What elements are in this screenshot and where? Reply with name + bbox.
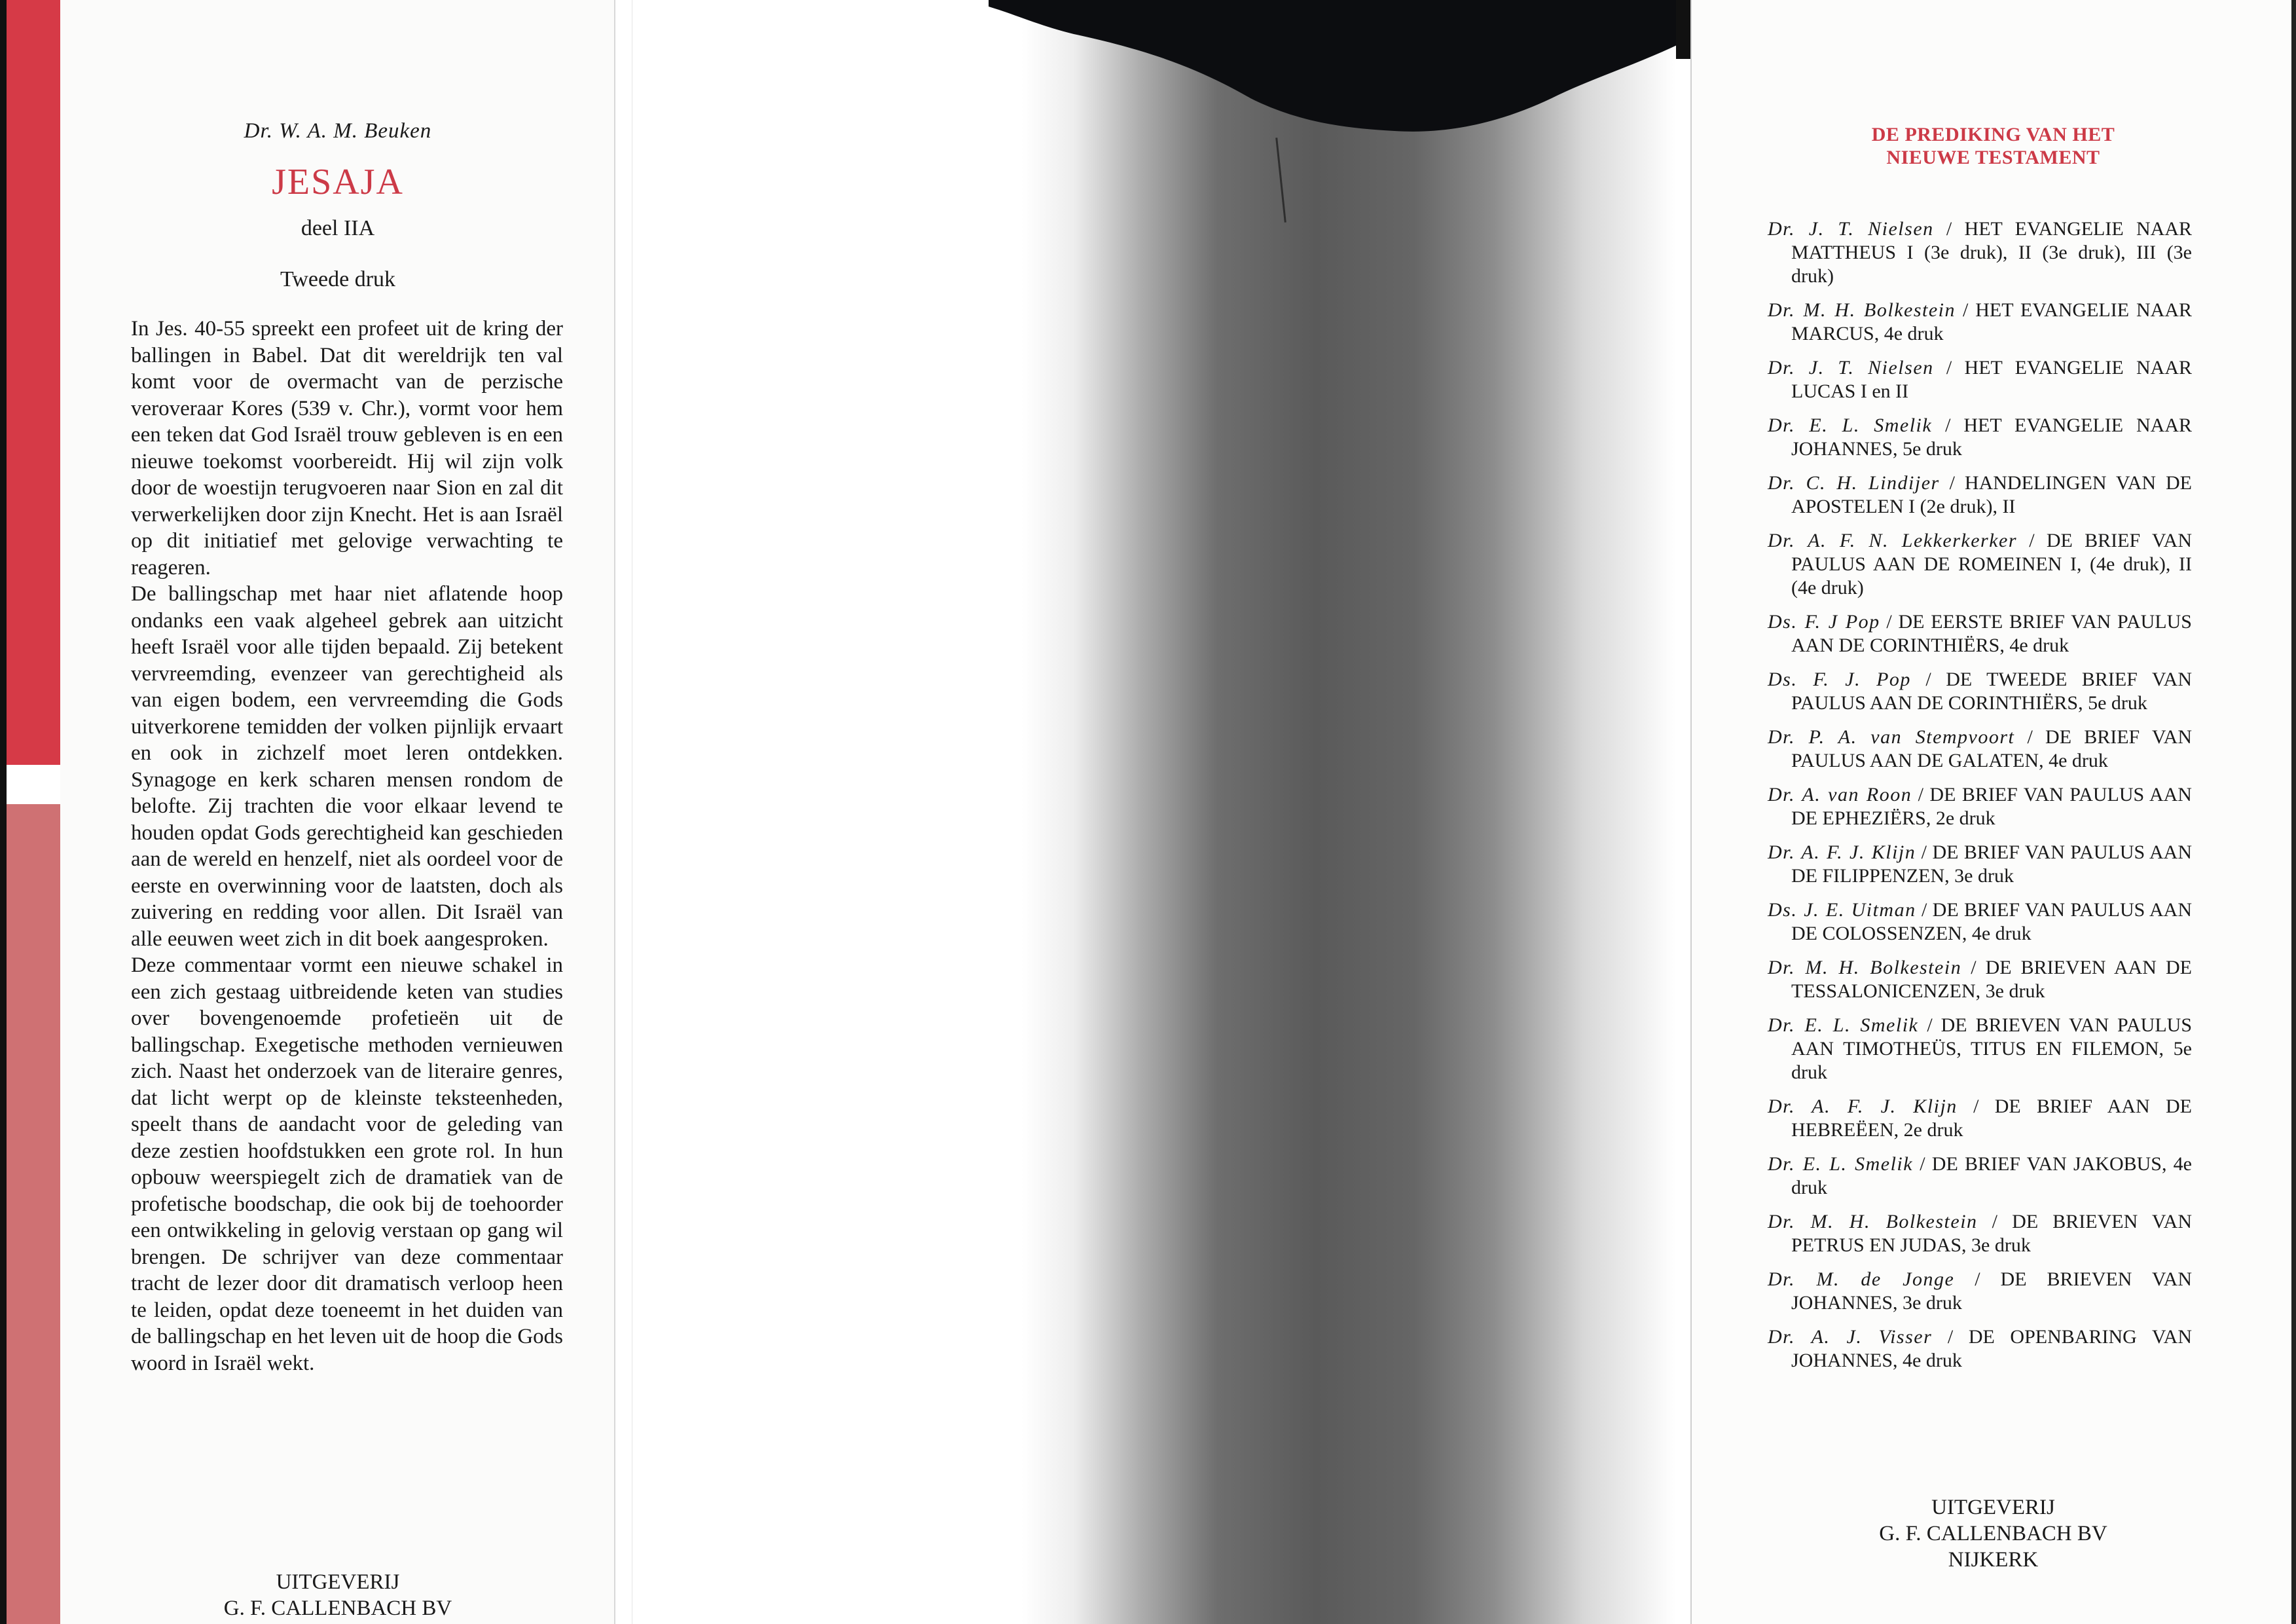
entry-title: / DE BRIEVEN AAN DE TESSALONICENZEN, 3e druk bbox=[1791, 957, 2192, 1002]
right-edge bbox=[2291, 0, 2296, 1624]
blurb-text bbox=[131, 316, 563, 1376]
entry-title: / HET EVANGELIE NAAR MATTHEUS I (3e druk), II (3e druk), III (3e druk) bbox=[1791, 218, 2192, 287]
series-title-line: DE PREDIKING VAN HET bbox=[1871, 124, 2115, 145]
entry-author: Dr. E. L. Smelik bbox=[1768, 415, 1933, 436]
series-entry bbox=[1768, 726, 2192, 773]
red-strip bbox=[0, 0, 60, 765]
series-entry bbox=[1768, 1268, 2192, 1315]
series-entry bbox=[1768, 1153, 2192, 1200]
rose-strip bbox=[0, 804, 60, 1624]
entry-title: / HET EVANGELIE NAAR JOHANNES, 5e druk bbox=[1791, 415, 2192, 460]
series-entry bbox=[1768, 217, 2192, 288]
entry-title: / HET EVANGELIE NAAR LUCAS I en II bbox=[1791, 357, 2192, 402]
spine-top-opening bbox=[989, 0, 1689, 134]
series-entry bbox=[1768, 610, 2192, 657]
fold-line bbox=[1690, 0, 1692, 1624]
publisher-label: UITGEVERIJ bbox=[1931, 1496, 2055, 1519]
series-title bbox=[1690, 123, 2296, 169]
entry-title: / DE BRIEF VAN PAULUS AAN DE FILIPPENZEN, 3e druk bbox=[1791, 841, 2192, 887]
series-entry bbox=[1768, 1014, 2192, 1084]
series-entry bbox=[1768, 783, 2192, 830]
book-title: JESAJA bbox=[272, 162, 404, 202]
entry-author: Dr. M. H. Bolkestein bbox=[1768, 299, 1956, 321]
entry-author: Dr. A. van Roon bbox=[1768, 784, 1912, 805]
publisher-name: G. F. CALLENBACH BV bbox=[223, 1596, 452, 1620]
entry-title: / DE BRIEVEN VAN PAULUS AAN TIMOTHEÜS, TITUS EN FILEMON, 5e druk bbox=[1791, 1014, 2192, 1083]
publisher-label: UITGEVERIJ bbox=[276, 1570, 400, 1594]
corner-shadow bbox=[1676, 0, 1690, 59]
series-entry bbox=[1768, 898, 2192, 946]
publisher-name: G. F. CALLENBACH BV bbox=[1879, 1522, 2107, 1545]
series-entry bbox=[1768, 1095, 2192, 1142]
entry-author: Dr. M. de Jonge bbox=[1768, 1268, 1955, 1290]
book-author: Dr. W. A. M. Beuken bbox=[244, 119, 432, 143]
entry-title: / DE BRIEF VAN PAULUS AAN DE GALATEN, 4e druk bbox=[1791, 726, 2192, 771]
series-entry bbox=[1768, 356, 2192, 403]
left-edge bbox=[0, 0, 7, 1624]
series-entry bbox=[1768, 529, 2192, 600]
entry-author: Dr. M. H. Bolkestein bbox=[1768, 1211, 1978, 1232]
fold-line bbox=[614, 0, 615, 1624]
entry-author: Dr. E. L. Smelik bbox=[1768, 1153, 1914, 1175]
spine-shadow bbox=[1021, 0, 1676, 1624]
series-entry bbox=[1768, 956, 2192, 1003]
entry-title: / DE BRIEVEN VAN PETRUS EN JUDAS, 3e druk bbox=[1791, 1211, 2193, 1256]
entry-author: Ds. F. J. Pop bbox=[1768, 669, 1911, 690]
entry-title: / DE BRIEF AAN DE HEBREËEN, 2e druk bbox=[1791, 1096, 2192, 1141]
entry-author: Dr. C. H. Lindijer bbox=[1768, 472, 1940, 494]
entry-title: / HET EVANGELIE NAAR MARCUS, 4e druk bbox=[1791, 299, 2192, 344]
series-entry bbox=[1768, 841, 2192, 888]
entry-title: / DE OPENBARING VAN JOHANNES, 4e druk bbox=[1791, 1326, 2192, 1371]
series-entry bbox=[1768, 1325, 2192, 1373]
entry-author: Dr. E. L. Smelik bbox=[1768, 1014, 1919, 1036]
entry-author: Dr. A. F. N. Lekkerkerker bbox=[1768, 530, 2018, 551]
book-volume: deel IIA bbox=[301, 216, 375, 240]
series-title-line: NIEUWE TESTAMENT bbox=[1886, 147, 2100, 168]
entry-author: Dr. J. T. Nielsen bbox=[1768, 357, 1934, 378]
entry-title: / DE BRIEF VAN PAULUS AAN DE EPHEZIËRS, 2e druk bbox=[1791, 784, 2192, 829]
entry-author: Ds. F. J Pop bbox=[1768, 611, 1880, 633]
entry-title: / DE BRIEF VAN PAULUS AAN DE COLOSSENZEN, 4e druk bbox=[1791, 899, 2192, 944]
blurb-paragraph: In Jes. 40-55 spreekt een profeet uit de kring der ballingen in Babel. Dat dit wereldrijk ten val komt voor de overmacht van de perzische veroveraar Kores (539 v. Chr.), vormt voor hem een teken dat God Israël trouw gebleven is en een nieuwe toekomst voorbereidt. Hij wil zijn volk door de woestijn terugvoeren naar Sion en zal dit verwerkelijken door zijn Knecht. Het is aan Israël op dit initiatief met gelovige verwachting te reageren. bbox=[131, 317, 563, 580]
entry-author: Dr. J. T. Nielsen bbox=[1768, 218, 1934, 240]
entry-author: Dr. A. J. Visser bbox=[1768, 1326, 1933, 1348]
series-entry bbox=[1768, 1210, 2192, 1257]
entry-title: / DE EERSTE BRIEF VAN PAULUS AAN DE CORINTHIËRS, 4e druk bbox=[1791, 611, 2192, 656]
entry-author: Ds. J. E. Uitman bbox=[1768, 899, 1916, 921]
publisher-city: NIJKERK bbox=[1948, 1548, 2039, 1572]
entry-title: / DE TWEEDE BRIEF VAN PAULUS AAN DE CORINTHIËRS, 5e druk bbox=[1791, 669, 2192, 714]
entry-title: / DE BRIEF VAN PAULUS AAN DE ROMEINEN I, (4e druk), II (4e druk) bbox=[1791, 530, 2192, 599]
series-entry bbox=[1768, 414, 2192, 461]
entry-title: / DE BRIEVEN VAN JOHANNES, 3e druk bbox=[1791, 1268, 2193, 1314]
entry-author: Dr. A. F. J. Klijn bbox=[1768, 841, 1916, 863]
series-list bbox=[1768, 217, 2192, 1383]
blurb-paragraph: Deze commentaar vormt een nieuwe schakel in een zich gestaag uitbreidende keten van studies over bovengenoemde profetieën uit de ballingschap. Exegetische methoden vernieuwen zich. Naast het onderzoek van de literaire genres, dat licht werpt op de kleinste teksteenheden, speelt thans de aandacht voor de geleding van deze zestien hoofdstukken een grote rol. In hun opbouw weerspiegelt zich de dramatiek van de profetische boodschap, die ook bij de toehoorder een ontwikkeling in gelovig verstaan op gang wil brengen. De schrijver van deze commentaar tracht de lezer door dit dramatisch verloop heen te leiden, opdat deze toeneemt in het duiden van de ballingschap en het leven uit de hoop die Gods woord in Israël wekt. bbox=[131, 953, 563, 1375]
series-entry bbox=[1768, 299, 2192, 346]
series-entry bbox=[1768, 471, 2192, 519]
publisher-imprint-left bbox=[60, 1569, 615, 1621]
series-entry bbox=[1768, 668, 2192, 715]
publisher-imprint-right bbox=[1690, 1494, 2296, 1573]
book-edition: Tweede druk bbox=[280, 267, 396, 291]
blurb-paragraph: De ballingschap met haar niet aflatende hoop ondanks een vaak algeheel gebrek aan uitzicht heeft Israël voor alle tijden bepaald. Zij betekent vervreemding, evenzeer van gerechtigheid als van eigen bodem, een vervreemding die Gods uitverkorene temidden der volken pijnlijk ervaart en ook in zichzelf moet leren ontdekken. Synagoge en kerk scharen mensen rondom de belofte. Zij trachten die voor elkaar levend te houden opdat Gods gerechtigheid kan geschieden aan de wereld en henzelf, niet als oordeel voor de eerste en overwinning voor de laatsten, doch als zuivering en redding voor allen. Dit Israël van alle eeuwen weet zich in dit boek aangesproken. bbox=[131, 582, 563, 951]
entry-title: / HANDELINGEN VAN DE APOSTELEN I (2e druk), II bbox=[1791, 472, 2192, 517]
entry-author: Dr. P. A. van Stempvoort bbox=[1768, 726, 2015, 748]
entry-title: / DE BRIEF VAN JAKOBUS, 4e druk bbox=[1791, 1153, 2192, 1198]
entry-author: Dr. A. F. J. Klijn bbox=[1768, 1096, 1958, 1117]
entry-author: Dr. M. H. Bolkestein bbox=[1768, 957, 1962, 978]
